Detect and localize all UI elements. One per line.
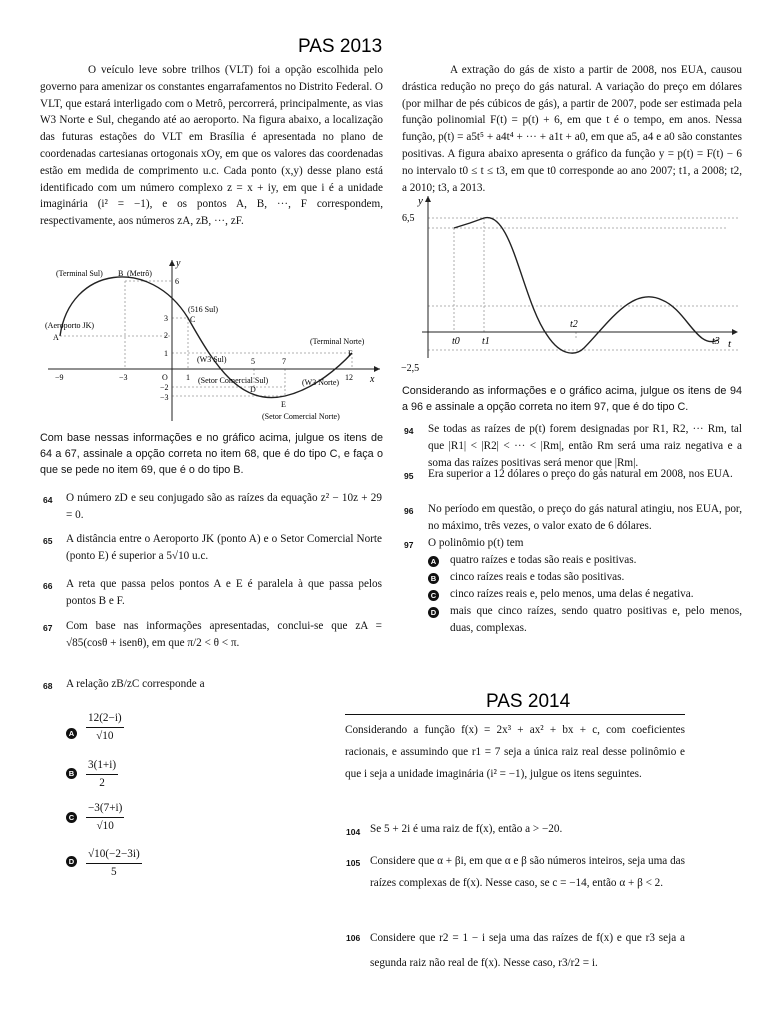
graph-ytick-top: 6,5 — [402, 213, 415, 224]
option-68-c[interactable] — [86, 800, 124, 835]
option-d-bullet[interactable]: D — [66, 856, 77, 867]
item-94-text: Se todas as raízes de p(t) forem designadas por R1, R2, ··· Rm, tal que |R1| < |R2| < ··· < |Rm|, então Rm será uma raiz negativa e a soma das raízes positivas será menor que |Rm|. — [428, 423, 742, 469]
item-67-text: Com base nas informações apresentadas, conclui-se que zA = √85(cosθ + isenθ), em que π/2 < θ < π. — [66, 620, 382, 649]
option-numerator: 3(1+i) — [86, 757, 118, 775]
vlt-coordinate-map — [40, 256, 390, 426]
item-number: 105 — [346, 858, 361, 868]
map-xtick: 12 — [345, 373, 353, 382]
option-c-bullet[interactable]: C — [428, 590, 439, 601]
option-c-bullet[interactable]: C — [66, 812, 77, 823]
map-xtick: 7 — [282, 357, 286, 366]
item-number: 68 — [43, 681, 53, 691]
item-number: 66 — [43, 581, 53, 591]
item-number: 65 — [43, 536, 53, 546]
map-point-f: F — [348, 349, 353, 358]
item-95-text: Era superior a 12 dólares o preço do gás natural em 2008, nos EUA. — [428, 468, 733, 480]
map-ytick: 1 — [164, 349, 168, 358]
item-106-text: Considere que r2 = 1 − i seja uma das raízes de f(x) e que r3 seja a segunda raiz não real de f(x). Nesse caso, r3/r2 = i. — [370, 932, 685, 969]
item-105-text: Considere que α + βi, em que α e β são números inteiros, seja uma das raízes complexas de f(x). Nesse caso, se c = −14, então α + β < 2. — [370, 855, 685, 889]
title-pas-2014: PAS 2014 — [486, 691, 571, 712]
item-number: 94 — [404, 426, 414, 436]
map-ytick: 2 — [164, 331, 168, 340]
map-ytick: 3 — [164, 314, 168, 323]
map-label-516-sul: (516 Sul) — [188, 305, 218, 314]
item-68-text: A relação zB/zC corresponde a — [66, 678, 205, 690]
graph-t3-label: t3 — [712, 336, 720, 347]
item-104-text: Se 5 + 2i é uma raiz de f(x), então a > −20. — [370, 823, 563, 835]
title-pas-2013: PAS 2013 — [298, 36, 383, 57]
option-numerator: −3(7+i) — [86, 800, 124, 818]
option-97-b[interactable]: cinco raízes reais e todas são positivas. — [450, 571, 625, 583]
item-number: 106 — [346, 933, 361, 943]
map-xtick: −3 — [119, 373, 128, 382]
map-ytick: 6 — [175, 277, 179, 286]
option-97-a[interactable]: quatro raízes e todas são reais e positivas. — [450, 554, 637, 566]
option-numerator: 12(2−i) — [86, 710, 124, 728]
option-97-c[interactable]: cinco raízes reais e, pelo menos, uma delas é negativa. — [450, 588, 694, 600]
map-origin-o: O — [162, 373, 168, 382]
map-label-aeroporto: (Aeroporto JK) — [45, 321, 95, 330]
item-number: 96 — [404, 506, 414, 516]
map-xtick: 1 — [186, 373, 190, 382]
option-b-bullet[interactable]: B — [66, 768, 77, 779]
map-x-axis-label: x — [370, 374, 375, 385]
option-68-d[interactable] — [86, 846, 142, 881]
item-number: 95 — [404, 471, 414, 481]
p-of-t-curve — [454, 217, 718, 353]
map-point-e: E — [281, 400, 286, 409]
option-a-bullet[interactable]: A — [66, 728, 77, 739]
map-y-axis-label: y — [176, 258, 181, 269]
map-xtick: −9 — [55, 373, 64, 382]
map-label-w3-sul: (W3 Sul) — [197, 355, 227, 364]
map-ytick: −3 — [160, 393, 169, 402]
graph-t2-label: t2 — [570, 319, 578, 330]
option-97-d[interactable]: mais que cinco raízes, sendo quatro positivas e, pelo menos, duas, complexas. — [450, 605, 742, 634]
map-point-c: C — [190, 315, 196, 324]
option-d-bullet[interactable]: D — [428, 607, 439, 618]
option-denominator: 2 — [99, 776, 105, 789]
item-66-text: A reta que passa pelos pontos A e E é paralela à que passa pelos pontos B e F. — [66, 578, 382, 607]
option-numerator: √10(−2−3i) — [86, 846, 142, 864]
polynomial-graph — [401, 190, 747, 374]
item-number: 67 — [43, 623, 53, 633]
map-label-terminal-sul: (Terminal Sul) — [56, 269, 103, 278]
map-label-w3-norte: (W3 Norte) — [302, 378, 340, 387]
item-97-text: O polinômio p(t) tem — [428, 537, 524, 549]
map-label-terminal-norte: (Terminal Norte) — [310, 337, 365, 346]
option-a-bullet[interactable]: A — [428, 556, 439, 567]
item-65-text: A distância entre o Aeroporto JK (ponto A) e o Setor Comercial Norte (ponto E) é superior a 5√10 u.c. — [66, 533, 382, 562]
option-b-bullet[interactable]: B — [428, 573, 439, 584]
map-point-b: B — [118, 269, 124, 278]
map-label-metro: (Metrô) — [127, 269, 152, 278]
map-label-setor-comercial-sul: (Setor Comercial Sul) — [198, 376, 269, 385]
instruction-64-69: Com base nessas informações e no gráfico acima, julgue os itens de 64 a 67, assinale a opção correta no item 68, que é do tipo C, e faça o que se pede no item 69, que é o do tipo B. — [40, 432, 383, 477]
option-68-b[interactable] — [86, 757, 118, 792]
item-number: 64 — [43, 495, 53, 505]
map-point-a: A — [53, 333, 59, 342]
graph-t-axis-label: t — [728, 338, 732, 350]
map-label-setor-comercial-norte: (Setor Comercial Norte) — [262, 412, 340, 421]
option-denominator: √10 — [96, 819, 114, 832]
instruction-94-97: Considerando as informações e o gráfico acima, julgue os itens de 94 a 96 e assinale a opção correta no item 97, que é do tipo C. — [402, 385, 742, 414]
item-number: 104 — [346, 827, 361, 837]
pas-2014-intro: Considerando a função f(x) = 2x³ + ax² + bx + c, com coeficientes racionais, e assumindo que r1 = 7 seja a única raiz real desse polinômio e que i seja a unidade imaginária (i² = −1), julgue os itens seguintes. — [345, 724, 685, 780]
item-number: 97 — [404, 540, 414, 550]
vlt-intro-paragraph: O veículo leve sobre trilhos (VLT) foi a opção escolhida pelo governo para amenizar os constantes engarrafamentos no Distrito Federal. O VLT, que estará interligado com o Metrô, percorrerá, principalmente, as vias W3 Norte e Sul, chegando até ao aeroporto. Na figura abaixo, a localização das futuras estações do VLT em Brasília é apresentada no plano de coordenadas cartesianas ortogonais xOy, em que os valores das coordenadas estão em medida de comprimento u.c. Cada ponto (x,y) desse plano está identificado com um número complexo z = x + iy, em que i é a unidade imaginária (i² = −1), e os pontos A, B, ···, F correspondem, respectivamente, aos números zA, zB, ···, zF. — [40, 64, 383, 228]
item-96-text: No período em questão, o preço do gás natural atingiu, nos EUA, por, no máximo, três vezes, o valor exato de 6 dólares. — [428, 503, 742, 532]
map-ytick: −2 — [160, 383, 169, 392]
map-xtick: 5 — [251, 357, 255, 366]
option-denominator: √10 — [96, 729, 114, 742]
option-denominator: 5 — [111, 865, 117, 878]
graph-t0-label: t0 — [452, 336, 460, 347]
shale-gas-intro-paragraph: A extração do gás de xisto a partir de 2008, nos EUA, causou drástica redução no preço do gás natural. A variação do preço em dólares (por milhar de pés cúbicos de gás), a partir de 2007, pode ser estimada pela função polinomial F(t) = p(t) + 6, em que t é o tempo, em anos. Nessa função, p(t) = a5t⁵ + a4t⁴ + ··· + a1t + a0, em que a5, a4 e a0 são constantes positivas. A figura abaixo apresenta o gráfico da função y = p(t) = F(t) − 6 no intervalo t0 ≤ t ≤ t3, em que t0 corresponde ao ano 2007; t1, a 2008; t2, a 2010; t3, a 2013. — [402, 64, 742, 194]
item-64-text: O número zD e seu conjugado são as raízes da equação z² − 10z + 29 = 0. — [66, 492, 382, 521]
graph-t1-label: t1 — [482, 336, 490, 347]
graph-y-axis-label: y — [418, 195, 423, 207]
graph-ytick-bottom: −2,5 — [401, 363, 420, 374]
map-point-d: D — [250, 385, 256, 394]
pas-2014-divider — [345, 714, 685, 715]
option-68-a[interactable] — [86, 710, 124, 745]
